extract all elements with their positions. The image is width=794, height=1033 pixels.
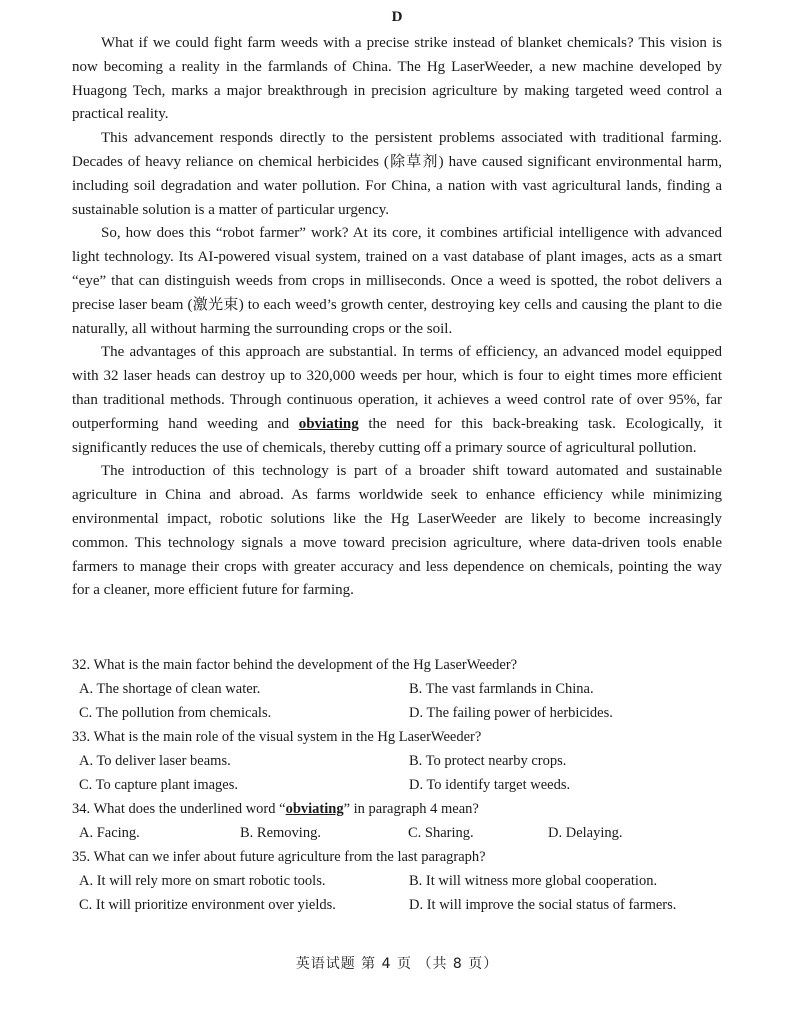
question-33-option-d[interactable]: D. To identify target weeds. xyxy=(409,777,571,793)
question-34-option-b[interactable]: B. Removing. xyxy=(240,825,321,841)
question-32-option-c[interactable]: C. The pollution from chemicals. xyxy=(79,705,272,721)
paragraph-2: This advancement responds directly to the persistent problems associated with traditional farming. Decades of heavy reliance on chemical herbicides (除草剂) have caused significant environmental harm, including soil degradation and water pollution. For China, a nation with vast agricultural lands, finding a sustainable solution is a matter of particular urgency. xyxy=(72,130,722,218)
paragraph-4 xyxy=(72,341,722,460)
question-35-option-c[interactable]: C. It will prioritize environment over yields. xyxy=(79,897,336,913)
question-33-stem: 33. What is the main role of the visual system in the Hg LaserWeeder? xyxy=(72,729,482,745)
question-34-stem xyxy=(72,797,732,821)
question-34-options-row xyxy=(72,821,732,845)
question-34-stem-end: ” in paragraph 4 mean? xyxy=(343,801,479,817)
question-33-option-a[interactable]: A. To deliver laser beams. xyxy=(79,753,231,769)
question-34-option-d[interactable]: D. Delaying. xyxy=(548,825,623,841)
question-34-keyword: obviating xyxy=(285,801,344,817)
question-33-options-row-1 xyxy=(72,749,732,773)
question-32-stem: 32. What is the main factor behind the development of the Hg LaserWeeder? xyxy=(72,657,518,673)
question-33-options-row-2 xyxy=(72,773,732,797)
page-footer: 英语试题 第 4 页 （共 8 页） xyxy=(295,956,499,972)
question-34-option-a[interactable]: A. Facing. xyxy=(79,825,140,841)
question-list xyxy=(72,653,732,917)
question-35-options-row-1 xyxy=(72,869,732,893)
paragraph-4-text-end: the need for this back-breaking task. Ecologically, it significantly reduces the use of chemicals, thereby cutting off a primary source of agricultural pollution. xyxy=(72,415,723,456)
paragraph-5: The introduction of this technology is part of a broader shift toward automated and sustainable agriculture in China and abroad. As farms worldwide seek to enhance efficiency while minimizing environmental impact, robotic solutions like the Hg LaserWeeder are likely to become increasingly common. This technology signals a move toward precision agriculture, where data-driven tools enable farmers to manage their crops with greater accuracy and less dependence on chemicals, pointing the way for a cleaner, more efficient future for farming. xyxy=(72,463,722,599)
question-35-options-row-2 xyxy=(72,893,732,917)
question-33-option-c[interactable]: C. To capture plant images. xyxy=(79,777,238,793)
question-35-option-b[interactable]: B. It will witness more global cooperation. xyxy=(409,873,658,889)
question-35-option-d[interactable]: D. It will improve the social status of farmers. xyxy=(409,897,677,913)
paragraph-3: So, how does this “robot farmer” work? At its core, it combines artificial intelligence with advanced light technology. Its AI-powered visual system, trained on a vast database of plant images, acts as a smart “eye” that can distinguish weeds from crops in milliseconds. Once a weed is spotted, the robot delivers a precise laser beam (激光束) to each weed’s growth center, destroying key cells and causing the plant to die naturally, all without harming the surrounding crops or the soil. xyxy=(72,225,722,337)
reading-passage xyxy=(72,32,722,603)
paragraph-4-text-start: The advantages of this approach are substantial. In terms of efficiency, an advanced model equipped with 32 laser heads can destroy up to 320,000 weeds per hour, which is four to eight times more efficient than traditional methods. Through continuous operation, it achieves a weed control rate of over 95%, far outperforming hand weeding and xyxy=(72,344,722,432)
question-32-option-d[interactable]: D. The failing power of herbicides. xyxy=(409,705,613,721)
section-heading: D xyxy=(391,9,403,25)
question-32-option-a[interactable]: A. The shortage of clean water. xyxy=(79,681,261,697)
underlined-keyword: obviating xyxy=(298,415,359,432)
question-33-option-b[interactable]: B. To protect nearby crops. xyxy=(409,753,567,769)
question-32-option-b[interactable]: B. The vast farmlands in China. xyxy=(409,681,594,697)
question-35-stem: 35. What can we infer about future agriculture from the last paragraph? xyxy=(72,849,486,865)
question-32-options-row-1 xyxy=(72,677,732,701)
question-34-option-c[interactable]: C. Sharing. xyxy=(408,825,474,841)
question-34-stem-start: 34. What does the underlined word “ xyxy=(72,801,286,817)
question-35-option-a[interactable]: A. It will rely more on smart robotic tools. xyxy=(79,873,326,889)
paragraph-1: What if we could fight farm weeds with a precise strike instead of blanket chemicals? This vision is now becoming a reality in the farmlands of China. The Hg LaserWeeder, a new machine developed by Huagong Tech, marks a major breakthrough in precision agriculture by making targeted weed control a practical reality. xyxy=(72,35,722,123)
question-32-options-row-2 xyxy=(72,701,732,725)
